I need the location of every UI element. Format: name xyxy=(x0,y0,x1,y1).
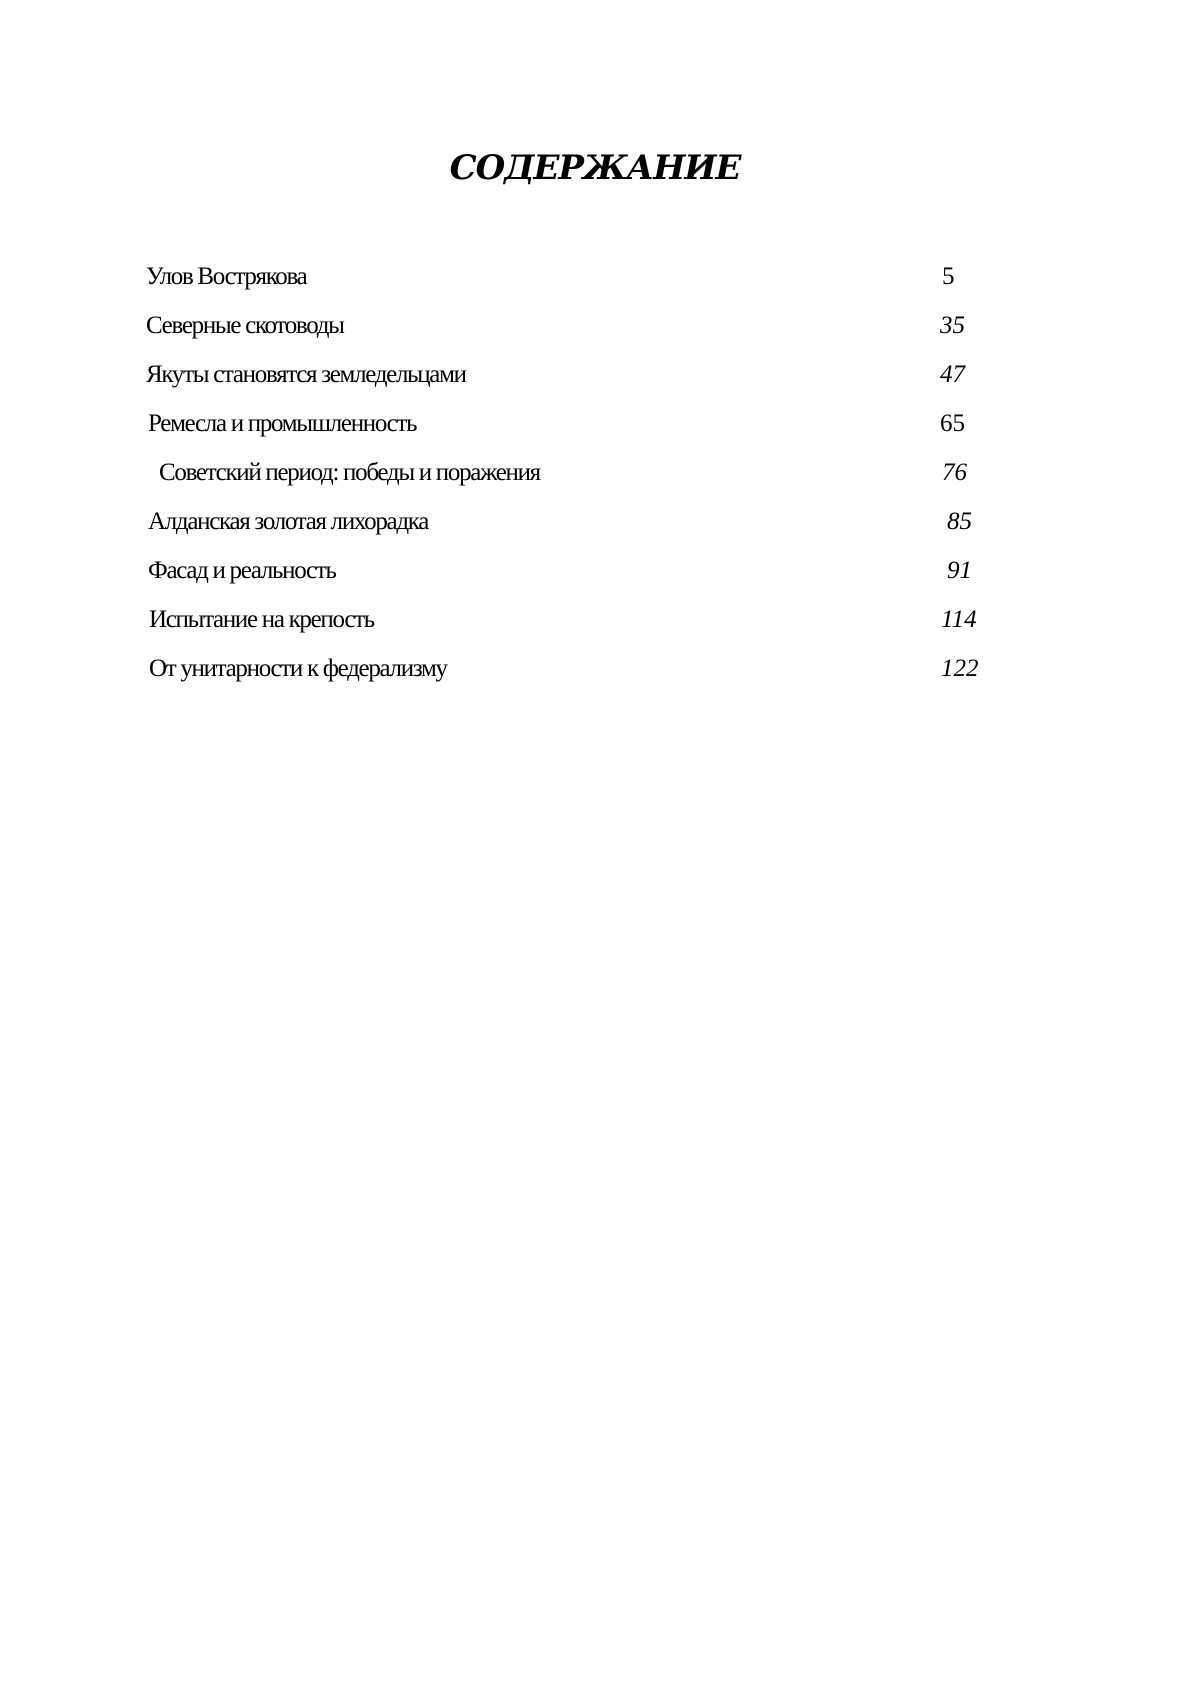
toc-entry xyxy=(0,453,1190,493)
toc-entry-page: 85 xyxy=(947,508,972,535)
toc-entry-page: 47 xyxy=(940,361,965,388)
toc-entry-page: 35 xyxy=(940,312,965,339)
toc-entry xyxy=(0,649,1190,689)
toc-entry-title: Испытание на крепость xyxy=(149,606,374,633)
toc-entry xyxy=(0,355,1190,395)
toc-entry-title: Алданская золотая лихорадка xyxy=(148,508,429,535)
toc-entry xyxy=(0,404,1190,444)
toc-entry xyxy=(0,306,1190,346)
toc-entry-title: Фасад и реальность xyxy=(148,557,336,584)
toc-entry-title: Улов Вострякова xyxy=(146,263,307,290)
toc-entry-page: 76 xyxy=(942,459,967,486)
toc-entry-page: 114 xyxy=(941,606,977,633)
toc-entry-title: Ремесла и промышленность xyxy=(148,410,417,437)
toc-entry-page: 65 xyxy=(940,410,965,437)
contents-heading: СОДЕРЖАНИЕ xyxy=(449,148,741,188)
toc-entry-title: Северные скотоводы xyxy=(146,312,344,339)
toc-entry xyxy=(0,502,1190,542)
toc-entry xyxy=(0,551,1190,591)
toc-entry-page: 5 xyxy=(942,263,955,290)
toc-entry-title: Якуты становятся земледельцами xyxy=(146,361,466,388)
toc-entry xyxy=(0,600,1190,640)
toc-entry-title: От унитарности к федерализму xyxy=(149,655,447,682)
toc-entry-page: 91 xyxy=(947,557,972,584)
toc-entry-page: 122 xyxy=(941,655,979,682)
toc-entry-title: Советский период: победы и поражения xyxy=(159,459,540,486)
toc-entry xyxy=(0,257,1190,297)
